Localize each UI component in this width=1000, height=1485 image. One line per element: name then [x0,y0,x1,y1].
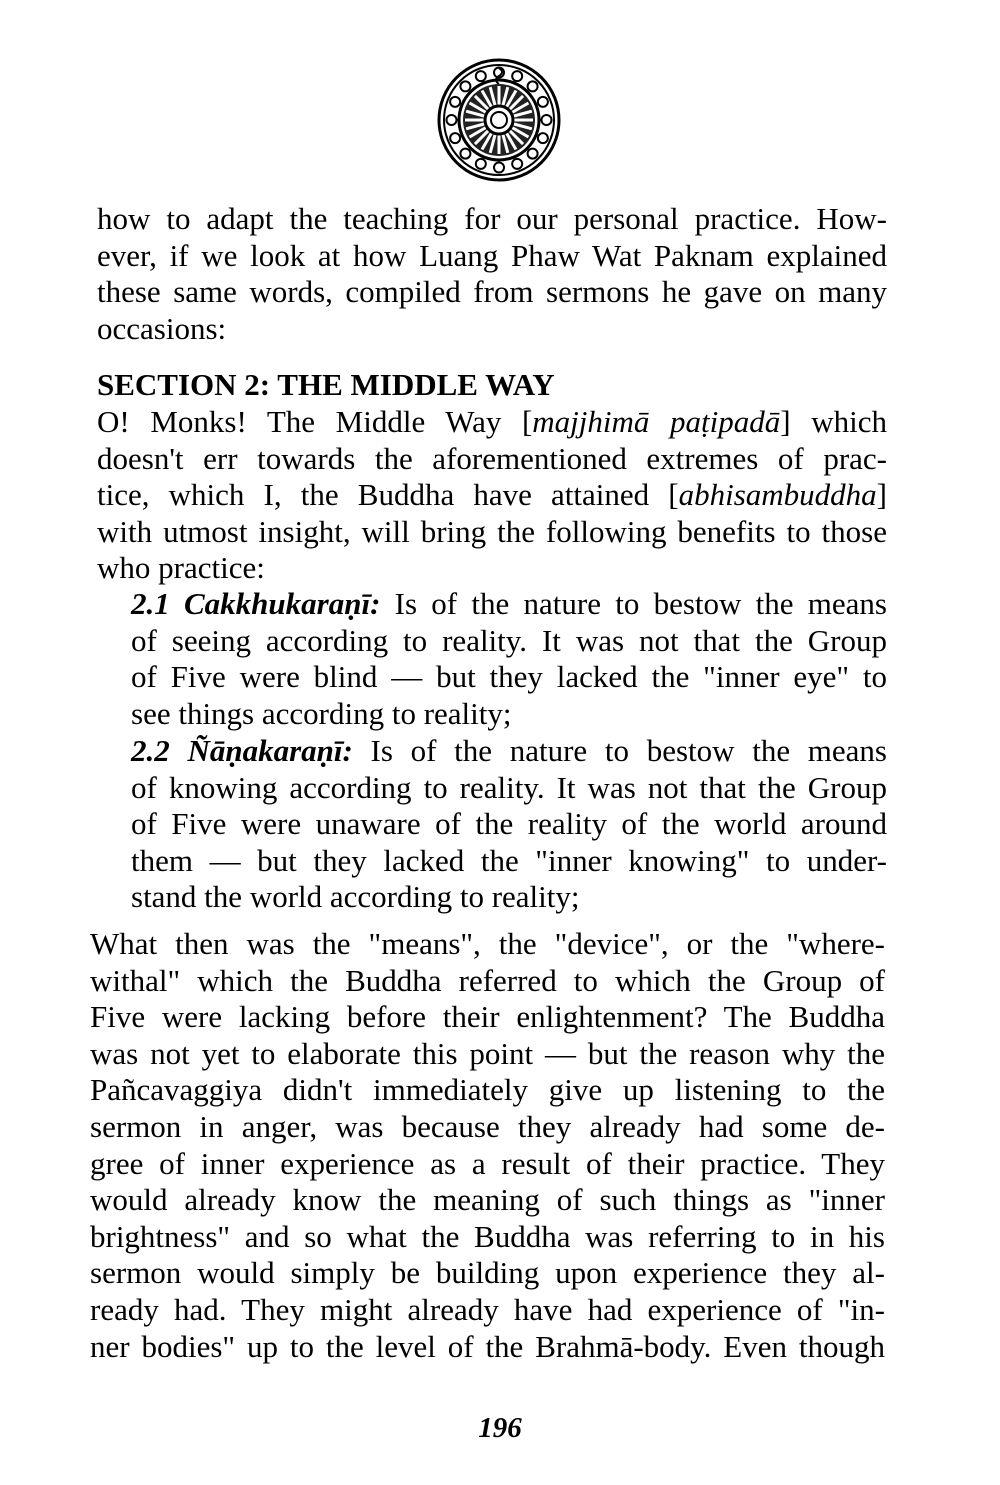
list-item [131,733,887,916]
list-item [131,586,887,732]
text-line: would already know the meaning of such things as "inner [90,1182,885,1218]
dharma-wheel-icon [437,58,561,182]
item-term: 2.1 Cakkhukaraṇī: [131,586,381,621]
text-line: 2.1 Cakkhukaraṇī: Is of the nature to bestow the means [131,586,887,621]
text-line: sermon in anger, was because they already had some de- [90,1108,885,1144]
text-line: stand the world according to reality; [131,879,580,915]
text-line: see things according to reality; [131,695,512,731]
text-line: ready had. They might already have had experience of "in- [90,1291,885,1327]
text-line: of knowing according to reality. It was not that the Group [131,769,887,805]
opening-paragraph [97,201,887,347]
text-line: What then was the "means", the "device", or the "where- [90,926,885,961]
text-line: with utmost insight, will bring the following benefits to those [97,513,887,549]
page-number: 196 [478,1412,522,1444]
text-line: of seeing according to reality. It was not that the Group [131,622,887,658]
text-line: 2.2 Ñāṇakaraṇī: Is of the nature to bestow the means [131,733,887,768]
text-line: O! Monks! The Middle Way [majjhimā paṭipadā] which [97,404,887,439]
text-line: these same words, compiled from sermons he gave on many [97,274,887,310]
closing-paragraph [90,926,885,1365]
text-line: Pañcavaggiya didn't immediately give up listening to the [90,1072,885,1108]
text-line: Five were lacking before their enlightenment? The Buddha [90,999,885,1035]
item-term: 2.2 Ñāṇakaraṇī: [131,733,353,768]
text-line: ever, if we look at how Luang Phaw Wat Paknam explained [97,237,887,273]
text-line: ner bodies" up to the level of the Brahmā-body. Even though [90,1328,885,1364]
text-line: them — but they lacked the "inner knowing" to under- [131,842,887,878]
text-line: tice, which I, the Buddha have attained [abhisambuddha] [97,477,887,513]
text-line: brightness" and so what the Buddha was referring to in his [90,1218,885,1254]
text-line: withal" which the Buddha referred to which the Group of [90,962,885,998]
text-line: sermon would simply be building upon experience they al- [90,1255,885,1291]
text-line: how to adapt the teaching for our personal practice. How- [97,201,887,236]
section-heading: SECTION 2: THE MIDDLE WAY [97,367,555,402]
section-paragraph [97,404,887,587]
text-line: occasions: [97,310,227,346]
text-line: doesn't err towards the aforementioned extremes of prac- [97,440,887,476]
text-line: who practice: [97,550,265,586]
text-line: was not yet to elaborate this point — but the reason why the [90,1035,885,1071]
text-line: of Five were blind — but they lacked the "inner eye" to [131,659,887,695]
text-line: gree of inner experience as a result of their practice. They [90,1145,885,1181]
text-line: of Five were unaware of the reality of the world around [131,806,887,842]
